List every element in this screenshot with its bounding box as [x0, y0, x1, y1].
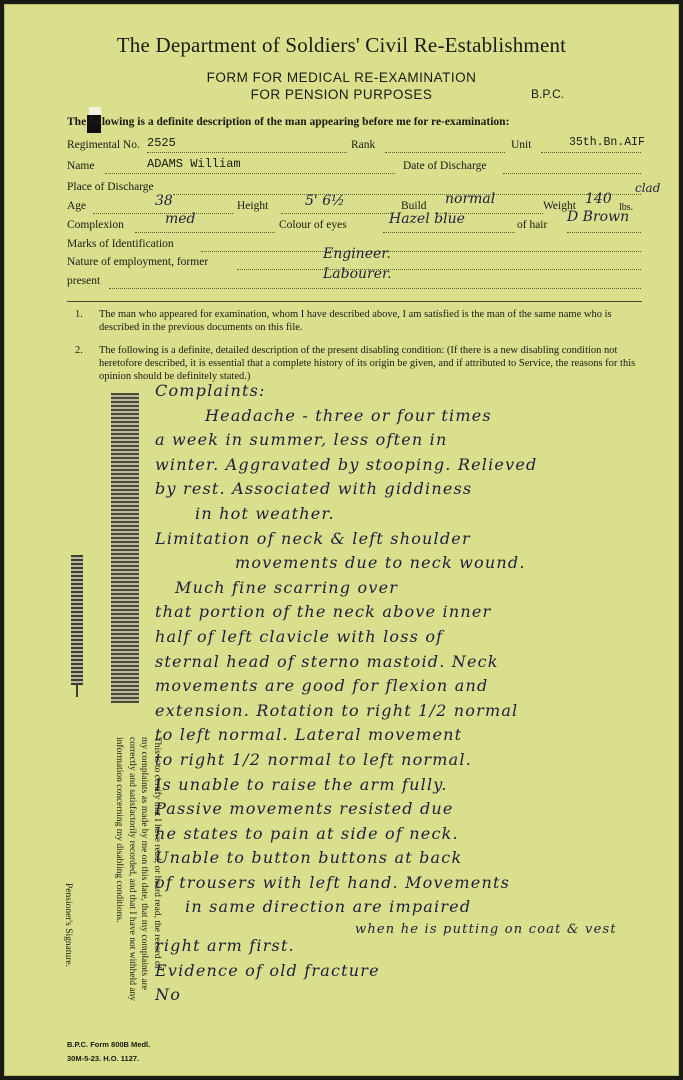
notes-line: Is unable to raise the arm fully. — [155, 774, 448, 794]
dotline — [385, 152, 505, 153]
notes-line: of trousers with left hand. Movements — [155, 872, 511, 892]
dotline — [503, 173, 641, 174]
perforated-stamp-strip — [111, 393, 139, 703]
footer-form-number: B.P.C. Form 800B Medl. — [67, 1040, 151, 1049]
label-place-of-discharge: Place of Discharge — [67, 181, 154, 193]
statement-2 — [67, 344, 657, 384]
handwritten-notes — [155, 381, 665, 1010]
dotline — [567, 232, 641, 233]
dotline — [93, 213, 233, 214]
statement-1 — [67, 308, 657, 336]
label-employment-former: Nature of employment, former — [67, 256, 209, 268]
notes-line: Complaints: — [155, 381, 266, 400]
label-height: Height — [237, 200, 269, 212]
notes-line: winter. Aggravated by stooping. Relieved — [155, 454, 538, 474]
form-title-line-2: FOR PENSION PURPOSES — [250, 87, 433, 102]
dotline — [147, 152, 347, 153]
notes-line: movements due to neck wound. — [235, 553, 526, 573]
certification-line: This is to certify that I have read, or heard read, the record of — [152, 737, 162, 969]
value-colour-of-hair: D Brown — [567, 209, 630, 225]
bpc-label: B.P.C. — [531, 87, 565, 101]
notes-line: No — [155, 985, 182, 1005]
notes-line: half of left clavicle with loss of — [155, 626, 444, 646]
notes-line: he states to pain at side of neck. — [155, 823, 459, 843]
dotline — [237, 269, 641, 270]
notes-line: Limitation of neck & left shoulder — [155, 528, 471, 548]
label-colour-of-eyes: Colour of eyes — [279, 219, 347, 231]
label-date-of-discharge: Date of Discharge — [403, 160, 487, 172]
notes-line: Evidence of old fracture — [155, 960, 380, 980]
label-unit: Unit — [511, 139, 532, 151]
dotline — [105, 173, 395, 174]
notes-line: Unable to button buttons at back — [155, 848, 463, 868]
notes-line: a week in summer, less often in — [155, 430, 448, 450]
certification-line: correctly and satisfactorily recorded, and that I have not withheld any — [127, 737, 137, 1002]
notes-line: Headache - three or four times — [205, 405, 492, 425]
dotline — [383, 232, 515, 233]
notes-line: that portion of the neck above inner — [155, 602, 492, 622]
value-colour-of-eyes: Hazel blue — [389, 211, 465, 227]
dotline — [135, 232, 275, 233]
perforated-stamp-strip-small — [71, 555, 83, 685]
label-weight: Weight — [543, 200, 576, 212]
pensioner-signature-label: Pensioner's Signature. — [63, 883, 73, 968]
value-weight-note: clad — [635, 181, 661, 195]
notes-line: in same direction are impaired — [185, 897, 472, 917]
label-lbs: lbs. — [619, 202, 634, 213]
intro-sentence: The following is a definite description of the man appearing before me for re-examination: — [67, 116, 510, 128]
notes-line: in hot weather. — [195, 503, 335, 523]
notes-line: by rest. Associated with giddiness — [155, 479, 473, 499]
statement-1-text: The man who appeared for examination, whom I have described above, I am satisfied is the man of the same name who is described in the previous documents on this file. — [99, 309, 612, 333]
statement-2-text: The following is a definite, detailed description of the present disabling condition: (If there is a new disabling condition not heretofore described, it is essential that a complete history of its origin be given, and if attributed to Service, the reasons for this opinion should be definitely stated.) — [99, 345, 636, 382]
notes-line: Much fine scarring over — [175, 577, 399, 597]
value-employment-former: Engineer. — [323, 246, 391, 262]
notes-line: sternal head of sterno mastoid. Neck — [155, 651, 499, 671]
stamp-tail — [76, 685, 78, 697]
form-title-line-1: FORM FOR MEDICAL RE-EXAMINATION — [206, 70, 477, 85]
label-regimental-no: Regimental No. — [67, 139, 140, 151]
label-rank: Rank — [351, 139, 376, 151]
label-build: Build — [401, 200, 427, 212]
notes-line: to right 1/2 normal to left normal. — [155, 749, 472, 769]
statement-2-number: 2. — [75, 345, 83, 356]
notes-line: right arm first. — [155, 936, 295, 956]
dotline — [109, 288, 641, 289]
certification-line: my complaints as made by me on this date, that my complaints are — [139, 737, 150, 991]
value-height: 5' 6½ — [305, 193, 345, 209]
label-marks-of-identification: Marks of Identification — [67, 238, 174, 250]
footer-print-code: 30M-5-23. H.O. 1127. — [67, 1054, 140, 1063]
dotline — [281, 213, 393, 214]
label-age: Age — [67, 200, 87, 212]
value-age: 38 — [155, 193, 173, 209]
section-divider — [67, 301, 642, 302]
notes-line: when he is putting on coat & vest — [355, 922, 617, 937]
value-name: ADAMS William — [147, 157, 241, 171]
notes-line: movements are good for flexion and — [155, 676, 489, 696]
label-complexion: Complexion — [67, 219, 124, 231]
notes-line: Passive movements resisted due — [155, 799, 454, 819]
value-regimental-no: 2525 — [147, 136, 176, 150]
dotline — [201, 251, 641, 252]
notes-line: to left normal. Lateral movement — [155, 725, 463, 745]
dotline — [173, 194, 641, 195]
certification-line: information concerning my disabling conditions. — [114, 737, 125, 923]
value-unit: 35th.Bn.AIF — [569, 136, 645, 149]
label-colour-of-hair: of hair — [517, 219, 548, 231]
value-complexion: med — [165, 211, 196, 227]
value-weight: 140 — [585, 191, 612, 207]
label-employment-present: present — [67, 275, 101, 287]
department-heading: The Department of Soldiers' Civil Re-Establishment — [116, 33, 567, 57]
value-build: normal — [445, 191, 496, 207]
value-employment-present: Labourer. — [323, 266, 392, 282]
statement-1-number: 1. — [75, 309, 83, 320]
notes-line: extension. Rotation to right 1/2 normal — [155, 700, 519, 720]
form-title — [5, 69, 678, 103]
label-name: Name — [67, 160, 95, 172]
dotline — [541, 152, 641, 153]
form-page — [4, 4, 679, 1076]
